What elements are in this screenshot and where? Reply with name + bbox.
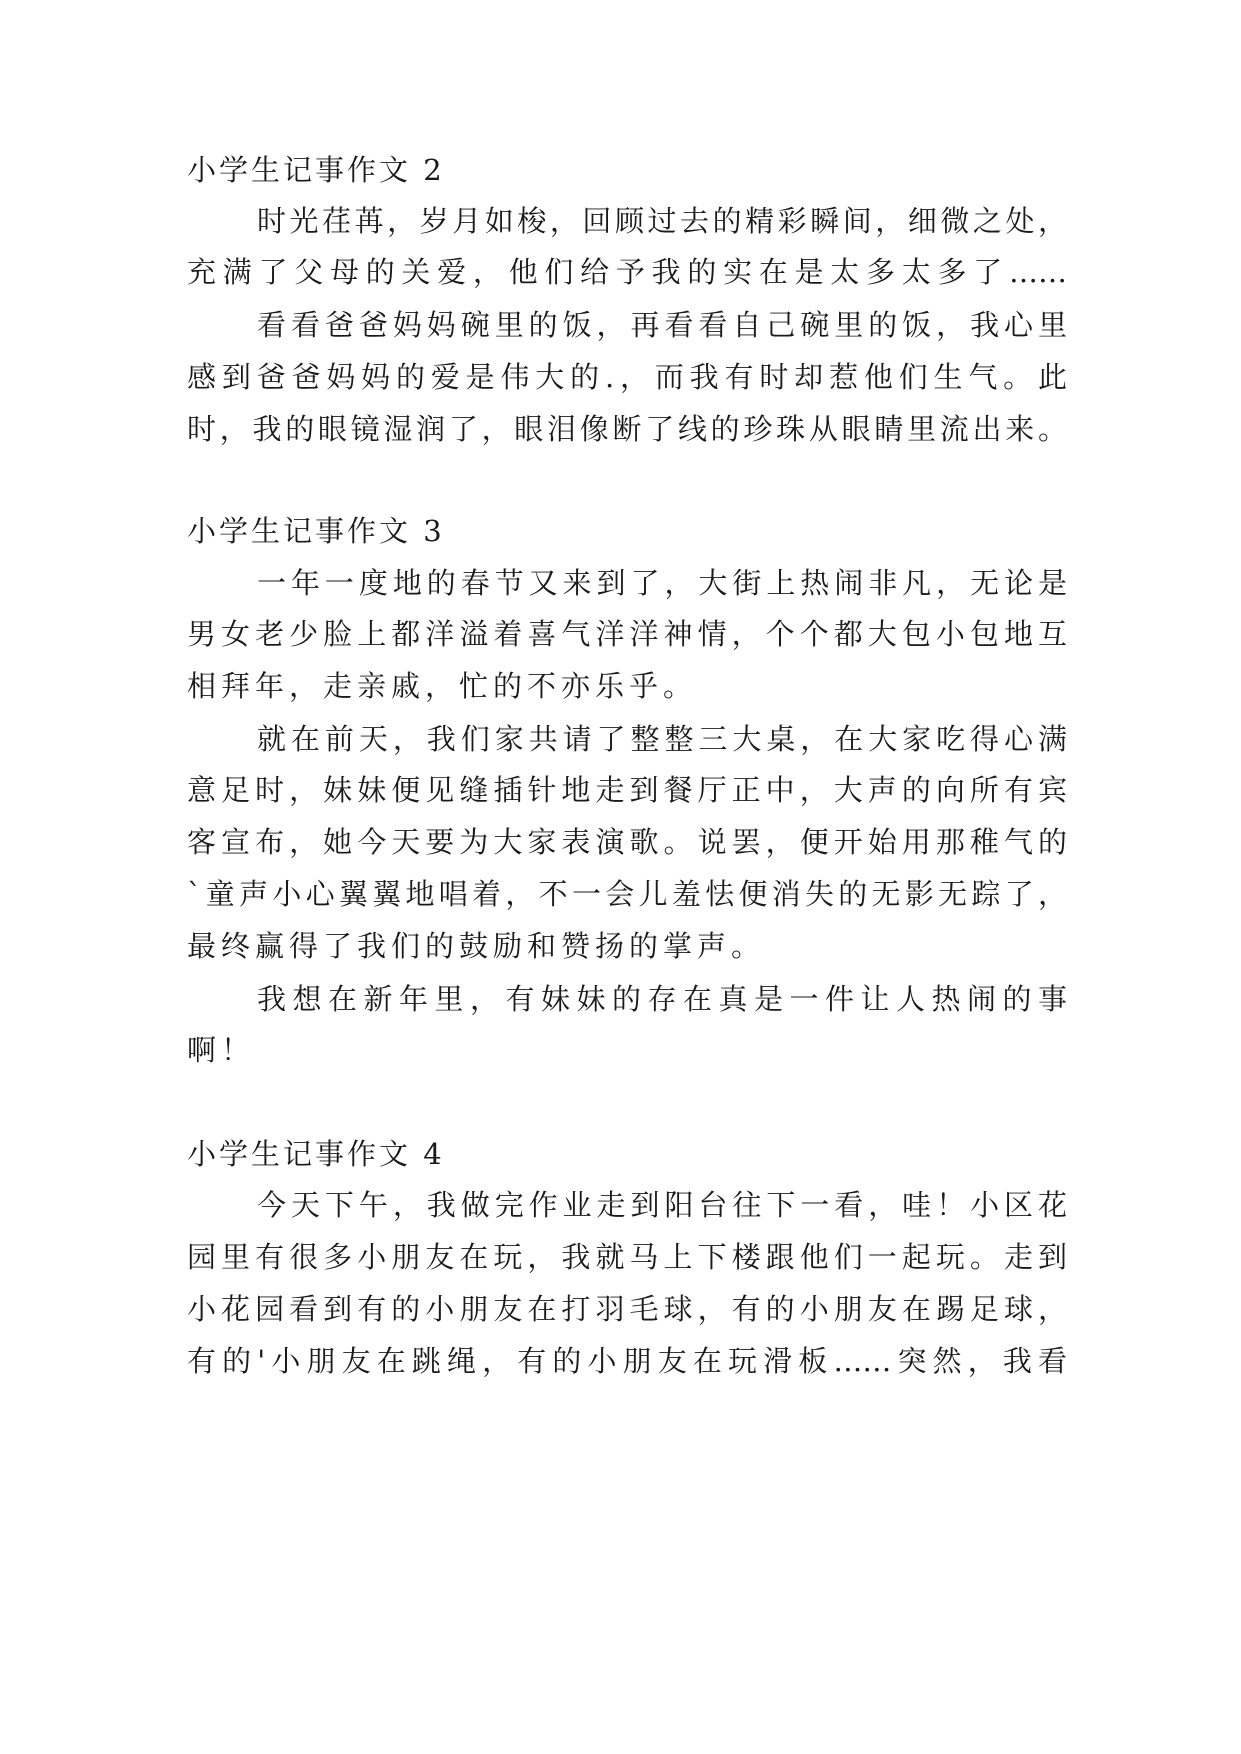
section-title: 小学生记事作文 3 (187, 514, 445, 548)
paragraph-line: 一年一度地的春节又来到了，大街上热闹非凡，无论是 (257, 566, 1067, 600)
paragraph-line: 男女老少脸上都洋溢着喜气洋洋神情，个个都大包小包地互 (187, 617, 1067, 651)
paragraph-line: 充满了父母的关爱，他们给予我的实在是太多太多了…… (187, 255, 1067, 289)
paragraph-line: 相拜年，走亲戚，忙的不亦乐乎。 (187, 669, 698, 703)
paragraph-line: 意足时，妹妹便见缝插针地走到餐厅正中，大声的向所有宾 (187, 773, 1067, 807)
paragraph-line: `童声小心翼翼地唱着，不一会儿羞怯便消失的无影无踪了， (187, 877, 1067, 911)
paragraph-line: 最终赢得了我们的鼓励和赞扬的掌声。 (187, 929, 766, 963)
paragraph-line: 就在前天，我们家共请了整整三大桌，在大家吃得心满 (257, 722, 1067, 756)
paragraph-line: 时光荏苒，岁月如梭，回顾过去的精彩瞬间，细微之处， (257, 204, 1067, 238)
paragraph-line: 时，我的眼镜湿润了，眼泪像断了线的珍珠从眼睛里流出来。 (187, 412, 1067, 446)
paragraph-line: 我想在新年里，有妹妹的存在真是一件让人热闹的事 (257, 982, 1067, 1016)
paragraph-line: 小花园看到有的小朋友在打羽毛球，有的小朋友在踢足球， (187, 1292, 1067, 1326)
paragraph-line: 园里有很多小朋友在玩，我就马上下楼跟他们一起玩。走到 (187, 1240, 1067, 1274)
paragraph-line: 今天下午，我做完作业走到阳台往下一看，哇！小区花 (257, 1188, 1067, 1222)
paragraph-line: 看看爸爸妈妈碗里的饭，再看看自己碗里的饭，我心里 (257, 308, 1067, 342)
paragraph-line: 有的'小朋友在跳绳，有的小朋友在玩滑板……突然，我看 (187, 1344, 1067, 1378)
section-title: 小学生记事作文 2 (187, 153, 445, 187)
paragraph-line: 啊！ (187, 1033, 256, 1067)
paragraph-line: 感到爸爸妈妈的爱是伟大的.，而我有时却惹他们生气。此 (187, 360, 1067, 394)
paragraph-line: 客宣布，她今天要为大家表演歌。说罢，便开始用那稚气的 (187, 825, 1067, 859)
section-title: 小学生记事作文 4 (187, 1137, 445, 1171)
